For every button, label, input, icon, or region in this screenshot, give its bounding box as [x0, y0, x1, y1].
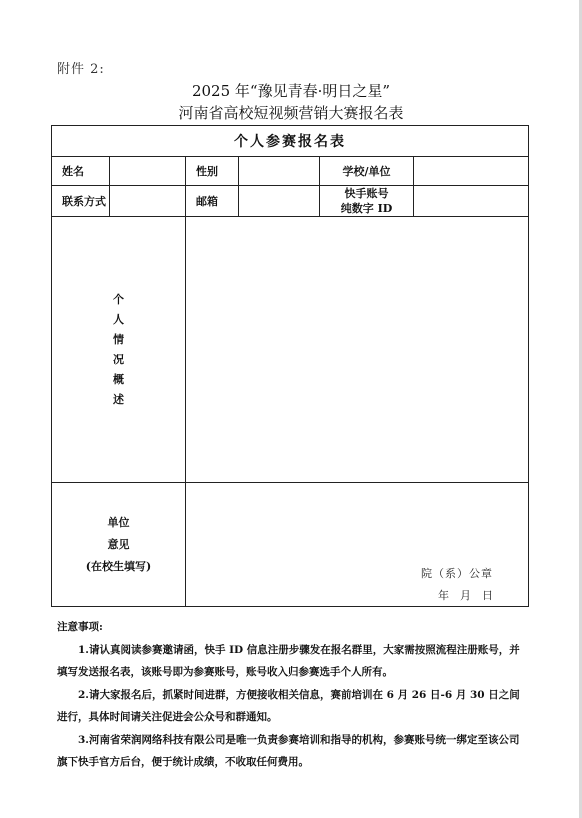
- kuaishou-id-label: [320, 186, 414, 217]
- unit-opinion-line3: (在校生填写): [85, 559, 152, 573]
- document-title-line1: 2025 年“豫见青春·明日之星”: [191, 82, 391, 100]
- overview-char: 人: [113, 312, 124, 326]
- name-field[interactable]: [110, 157, 186, 186]
- date-text: 年 月 日: [438, 589, 493, 602]
- overview-char: 个: [113, 292, 124, 306]
- gender-field[interactable]: [239, 157, 320, 186]
- registration-form-table: [51, 125, 529, 607]
- email-label: 邮箱: [186, 186, 239, 217]
- unit-opinion-line2: 意见: [107, 537, 130, 551]
- overview-field[interactable]: [186, 217, 529, 483]
- unit-opinion-label: [52, 483, 186, 607]
- notes-heading: 注意事项:: [57, 621, 103, 633]
- email-field[interactable]: [239, 186, 320, 217]
- gender-label: 性别: [186, 157, 239, 186]
- document-title-line2: 河南省高校短视频营销大赛报名表: [178, 104, 404, 122]
- overview-char: 况: [113, 352, 124, 366]
- school-label: 学校/单位: [320, 157, 414, 186]
- overview-char: 概: [113, 372, 124, 386]
- overview-label: [52, 217, 186, 483]
- attachment-label: 附件 2:: [57, 62, 105, 77]
- stamp-text: 院（系）公章: [421, 567, 493, 580]
- overview-char: 述: [113, 392, 124, 406]
- unit-opinion-field[interactable]: [186, 483, 529, 607]
- name-label: 姓名: [52, 157, 110, 186]
- kuaishou-label-line2: 纯数字 ID: [340, 202, 393, 215]
- note-item: 1.请认真阅读参赛邀请函，快手 ID 信息注册步骤发在报名群里，大家需按照流程注册账号，并填写发送报名表，该账号即为参赛账号，账号收入归参赛选手个人所有。: [57, 643, 520, 678]
- contact-field[interactable]: [110, 186, 186, 217]
- notes-section: [57, 616, 529, 774]
- note-item: 2.请大家报名后，抓紧时间进群，方便接收相关信息，赛前培训在 6 月 26 日-6 月 30 日之间进行，具体时间请关注促进会公众号和群通知。: [57, 688, 520, 723]
- unit-opinion-line1: 单位: [107, 515, 130, 529]
- form-heading: 个人参赛报名表: [52, 126, 529, 157]
- overview-char: 情: [113, 332, 124, 346]
- contact-label: 联系方式: [52, 186, 110, 217]
- kuaishou-id-field[interactable]: [414, 186, 529, 217]
- school-field[interactable]: [414, 157, 529, 186]
- kuaishou-label-line1: 快手账号: [344, 187, 389, 200]
- note-item: 3.河南省荣润网络科技有限公司是唯一负责参赛培训和指导的机构，参赛账号统一绑定至该公司旗下快手官方后台，便于统计成绩，不收取任何费用。: [57, 733, 520, 768]
